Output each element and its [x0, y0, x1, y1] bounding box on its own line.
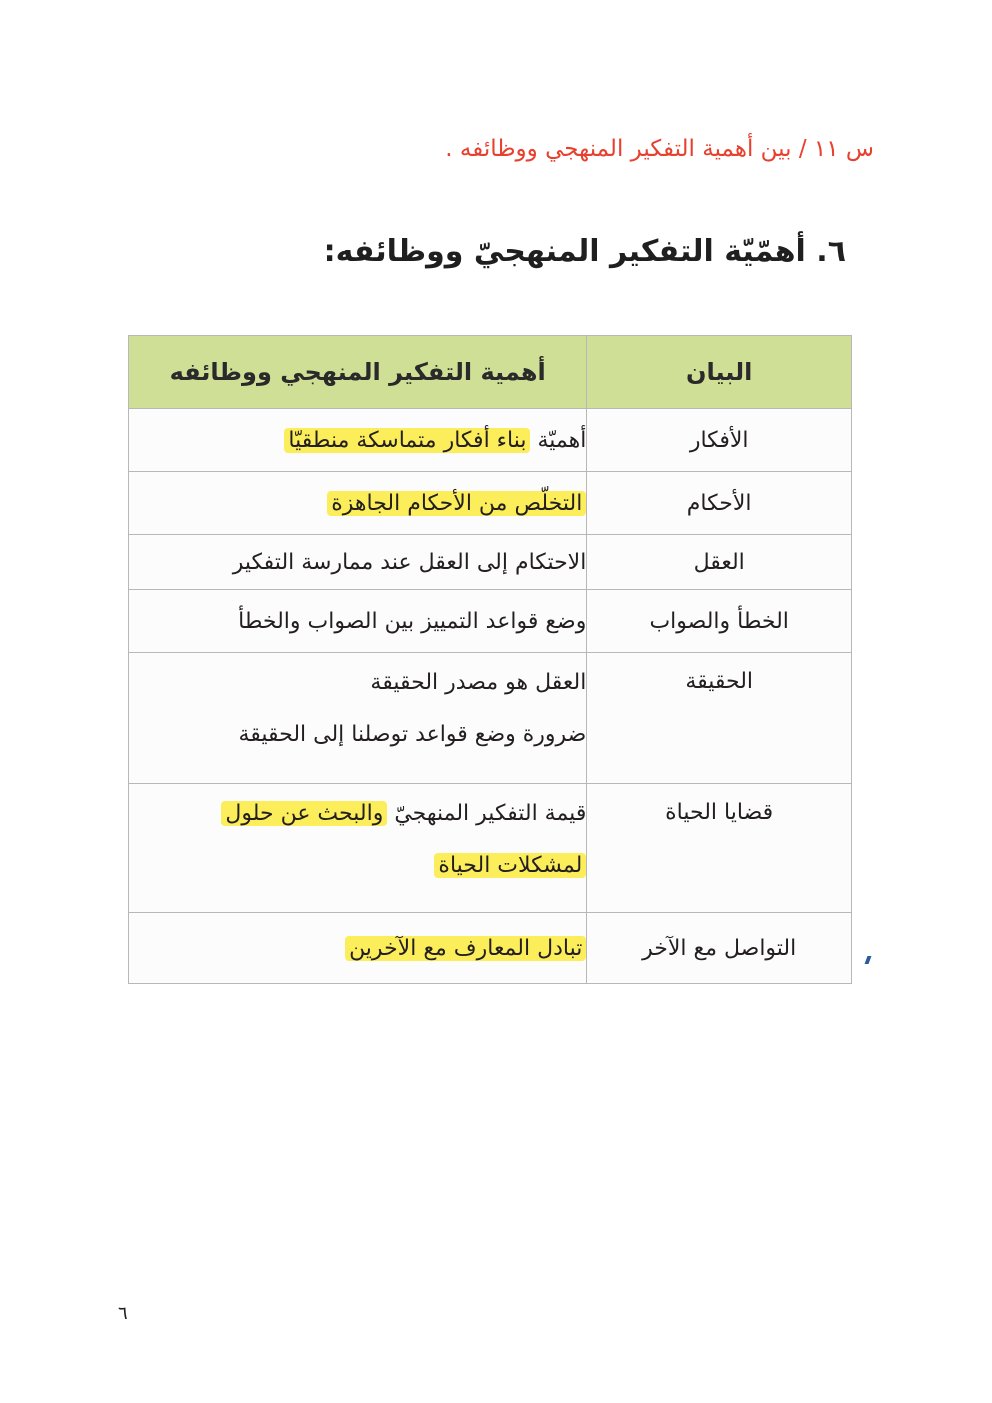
row-description	[129, 913, 587, 984]
page-number: ٦	[118, 1303, 128, 1324]
row-label: الأحكام	[587, 472, 852, 535]
table-row	[129, 913, 852, 984]
question-text: س ١١ / بين أهمية التفكير المنهجي ووظائفه .	[445, 136, 874, 162]
description-line: ضرورة وضع قواعد توصلنا إلى الحقيقة	[238, 722, 587, 747]
row-description	[129, 409, 587, 472]
functions-table	[128, 335, 852, 984]
header-label: البيان	[587, 336, 852, 409]
highlighted-text: بناء أفكار متماسكة منطقيّا	[284, 428, 530, 453]
description-line: العقل هو مصدر الحقيقة	[370, 670, 587, 695]
table-row	[129, 653, 852, 784]
row-description: الاحتكام إلى العقل عند ممارسة التفكير	[129, 535, 587, 590]
description-line	[129, 840, 586, 892]
row-label: الخطأ والصواب	[587, 590, 852, 653]
row-label: الحقيقة	[587, 653, 852, 784]
description-text: قيمة التفكير المنهجيّ	[387, 801, 587, 826]
table-header-row	[129, 336, 852, 409]
section-title: ٦. أهمّيّة التفكير المنهجيّ ووظائفه:	[323, 234, 846, 269]
row-description	[129, 472, 587, 535]
table-row	[129, 535, 852, 590]
row-description: وضع قواعد التمييز بين الصواب والخطأ	[129, 590, 587, 653]
row-description	[129, 784, 587, 913]
description-text: أهميّة	[530, 427, 587, 453]
highlighted-text: تبادل المعارف مع الآخرين	[345, 936, 586, 961]
row-label: العقل	[587, 535, 852, 590]
corner-mark-icon	[865, 956, 872, 964]
row-label: قضايا الحياة	[587, 784, 852, 913]
header-description: أهمية التفكير المنهجي ووظائفه	[129, 336, 587, 409]
table-row	[129, 590, 852, 653]
highlighted-text: التخلّص من الأحكام الجاهزة	[327, 491, 586, 516]
table-row	[129, 784, 852, 913]
row-label: التواصل مع الآخر	[587, 913, 852, 984]
description-line	[129, 788, 586, 840]
table-row	[129, 472, 852, 535]
row-label: الأفكار	[587, 409, 852, 472]
highlighted-text: والبحث عن حلول	[221, 801, 387, 826]
highlighted-text: لمشكلات الحياة	[434, 853, 586, 878]
table-row	[129, 409, 852, 472]
row-description	[129, 653, 587, 784]
